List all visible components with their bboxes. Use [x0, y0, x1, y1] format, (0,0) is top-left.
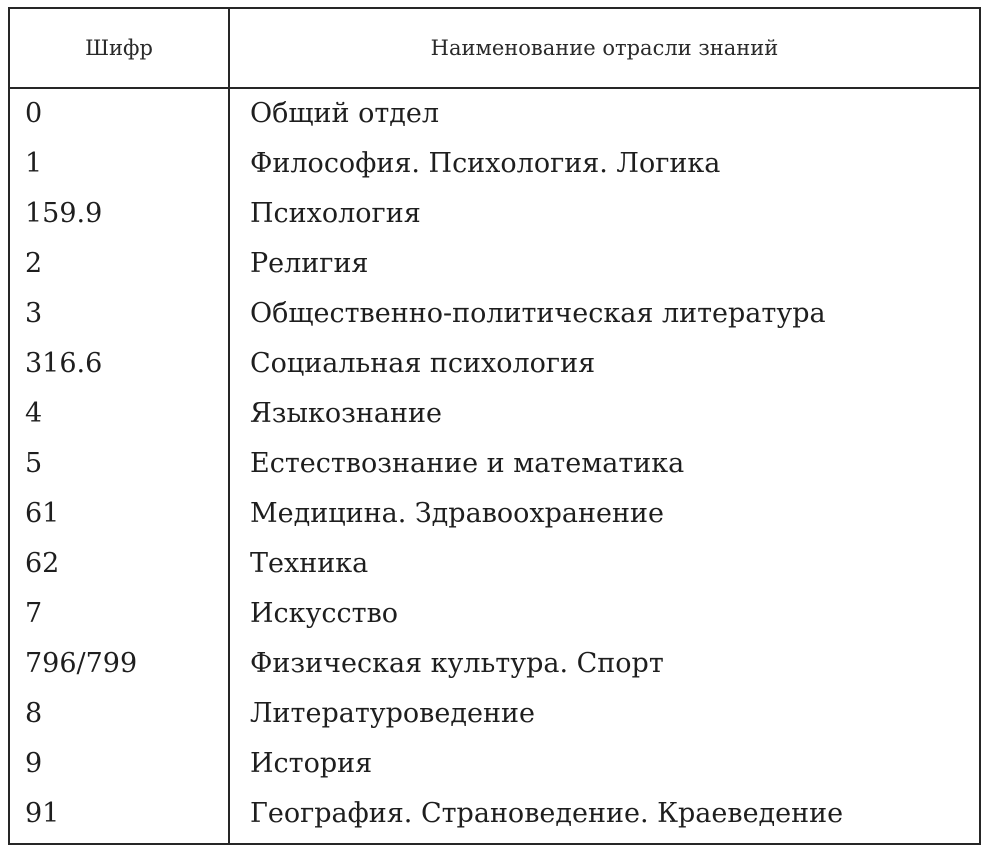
- row-code: 62: [25, 548, 60, 579]
- table-row: [10, 289, 979, 339]
- row-name: Философия. Психология. Логика: [250, 148, 721, 179]
- table-body: [10, 89, 979, 839]
- table-row: [10, 789, 979, 839]
- table-row: [10, 389, 979, 439]
- table-row: [10, 639, 979, 689]
- row-name: Литературоведение: [250, 698, 535, 729]
- row-name: Естествознание и математика: [250, 448, 685, 479]
- row-name: Медицина. Здравоохранение: [250, 498, 664, 529]
- header-code: Шифр: [85, 36, 153, 60]
- row-name: Общий отдел: [250, 98, 440, 129]
- row-name: Искусство: [250, 598, 399, 629]
- classification-table: [8, 7, 981, 845]
- row-code: 796/799: [25, 648, 138, 679]
- table-row: [10, 439, 979, 489]
- row-name: Физическая культура. Спорт: [250, 648, 664, 679]
- table-header: [10, 9, 979, 89]
- table-row: [10, 539, 979, 589]
- table-row: [10, 689, 979, 739]
- table-row: [10, 89, 979, 139]
- table-row: [10, 489, 979, 539]
- row-name: Психология: [250, 198, 421, 229]
- table-row: [10, 589, 979, 639]
- row-name: История: [250, 748, 373, 779]
- table-row: [10, 239, 979, 289]
- row-code: 159.9: [25, 198, 103, 229]
- table-row: [10, 739, 979, 789]
- row-name: Техника: [250, 548, 369, 579]
- table-row: [10, 339, 979, 389]
- row-code: 8: [25, 698, 43, 729]
- row-name: Общественно-политическая литература: [250, 298, 826, 329]
- header-name: Наименование отрасли знаний: [430, 36, 779, 60]
- table-row: [10, 189, 979, 239]
- row-name: География. Страноведение. Краеведение: [250, 798, 844, 829]
- row-code: 7: [25, 598, 43, 629]
- row-code: 5: [25, 448, 43, 479]
- row-code: 9: [25, 748, 43, 779]
- row-code: 61: [25, 498, 60, 529]
- row-code: 3: [25, 298, 43, 329]
- row-code: 316.6: [25, 348, 103, 379]
- row-code: 91: [25, 798, 60, 829]
- row-code: 2: [25, 248, 43, 279]
- table-row: [10, 139, 979, 189]
- row-name: Языкознание: [250, 398, 442, 429]
- row-code: 0: [25, 98, 43, 129]
- row-name: Религия: [250, 248, 369, 279]
- row-code: 1: [25, 148, 43, 179]
- row-name: Социальная психология: [250, 348, 596, 379]
- row-code: 4: [25, 398, 43, 429]
